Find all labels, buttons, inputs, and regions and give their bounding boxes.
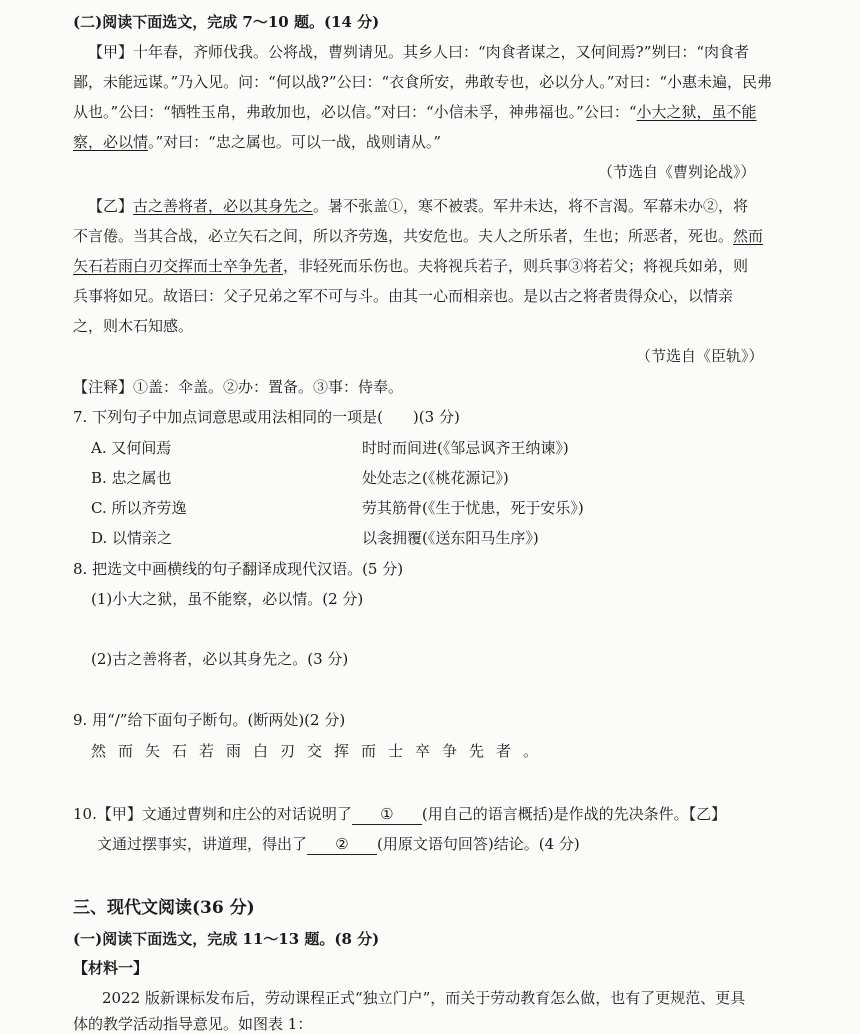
section3-heading: 三、现代文阅读(36 分) (73, 898, 255, 918)
q7-stem: 7. 下列句子中加点词意思或用法相同的一项是( )(3 分) (73, 408, 460, 426)
q10-part-4: (用原文语句回答)结论。(4 分) (377, 835, 580, 853)
material-1-label: 【材料一】 (73, 959, 149, 977)
yi-line-1-pre: 【乙】 (88, 197, 134, 215)
yi-line-3-rest: ，非轻死而乐伤也。夫将视兵若子，则兵事③将若父；将视兵如弟，则 (283, 257, 749, 275)
q8-stem: 8. 把选文中画横线的句子翻译成现代汉语。(5 分) (73, 560, 404, 578)
jia-line-3 (73, 102, 757, 122)
q10-blank-1: ① (352, 804, 422, 825)
q9-sentence: 然而矢石若雨白刃交挥而士卒争先者。 (91, 742, 551, 760)
q7-option-c-right: 劳其筋骨(《生于忧患，死于安乐》) (362, 499, 584, 517)
q7-option-b-left: B. 忠之属也 (91, 469, 172, 487)
q8-sub-2: (2)古之善将者，必以其身先之。(3 分) (91, 650, 349, 668)
q9-stem: 9. 用“/”给下面句子断句。(断两处)(2 分) (73, 711, 346, 729)
yi-line-1-rest: 。暑不张盖①，寒不被裘。军井未达，将不言渴。军幕未办②，将 (313, 197, 749, 215)
q8-sub-1: (1)小大之狱，虽不能察，必以情。(2 分) (91, 590, 364, 608)
q7-option-c-left: C. 所以齐劳逸 (91, 499, 187, 517)
yi-line-4: 兵事将如兄。故语曰：父子兄弟之军不可与斗。由其一心而相亲也。是以古之将者贵得众心，以情亲 (73, 287, 734, 305)
q7-option-d-left: D. 以情亲之 (91, 529, 173, 547)
yi-line-3 (73, 256, 748, 276)
section3-sub-heading: (一)阅读下面选文，完成 11～13 题。(8 分) (73, 930, 380, 948)
jia-line-1: 【甲】十年春，齐师伐我。公将战，曹刿请见。其乡人曰：“肉食者谋之，又何间焉?”刿曰：“肉食者 (88, 43, 750, 61)
q7-option-a-right: 时时而间进(《邹忌讽齐王纳谏》) (362, 439, 569, 457)
yi-line-2-text: 不言倦。当其合战，必立矢石之间，所以齐劳逸，共安危也。夫人之所乐者，生也；所恶者，死也。 (73, 227, 734, 245)
notes: 【注释】①盖：伞盖。②办：置备。③事：侍奉。 (73, 378, 404, 396)
jia-underline-b: 察，必以情 (73, 133, 149, 151)
yi-line-2 (73, 226, 763, 246)
material-1-line-1: 2022 版新课标发布后，劳动课程正式“独立门户”，而关于劳动教育怎么做，也有了更规范、更具 (102, 989, 746, 1007)
yi-line-1 (88, 196, 748, 216)
yi-source: （节选自《臣轨》） (636, 347, 764, 365)
q10-line-2 (97, 834, 580, 855)
q10-part-1: 10.【甲】文通过曹刿和庄公的对话说明了 (73, 805, 352, 823)
yi-line-5: 之，则木石知感。 (73, 317, 194, 335)
jia-line-2: 鄙，未能远谋。”乃入见。问：“何以战?”公曰：“衣食所安，弗敢专也，必以分人。”对曰：“小惠未遍，民弗 (73, 73, 773, 91)
q10-line-1 (73, 804, 726, 825)
material-1-line-2: 体的教学活动指导意见。如图表 1： (73, 1015, 313, 1033)
yi-underline-c: 矢石若雨白刃交挥而士卒争先者 (73, 257, 284, 275)
q10-blank-2: ② (307, 834, 377, 855)
section2-heading: (二)阅读下面选文，完成 7～10 题。(14 分) (73, 13, 380, 31)
q7-option-a-left: A. 又何间焉 (91, 439, 172, 457)
q10-part-3: 文通过摆事实，讲道理，得出了 (97, 835, 308, 853)
yi-underline-b: 然而 (733, 227, 764, 245)
yi-underline-a: 古之善将者，必以其身先之 (133, 197, 314, 215)
jia-line-4 (73, 132, 441, 152)
jia-underline-a: 小大之狱，虽不能 (636, 103, 757, 121)
jia-source: （节选自《曹刿论战》） (598, 163, 756, 181)
q7-option-d-right: 以衾拥覆(《送东阳马生序》) (362, 529, 539, 547)
jia-line-3-text: 从也。”公曰：“牺牲玉帛，弗敢加也，必以信。”对曰：“小信未孚，神弗福也。”公曰：“ (73, 103, 637, 121)
q7-option-b-right: 处处志之(《桃花源记》) (362, 469, 509, 487)
q10-part-2: (用自己的语言概括)是作战的先决条件。【乙】 (421, 805, 727, 823)
jia-line-4-text: 。”对曰：“忠之属也。可以一战，战则请从。” (148, 133, 442, 151)
